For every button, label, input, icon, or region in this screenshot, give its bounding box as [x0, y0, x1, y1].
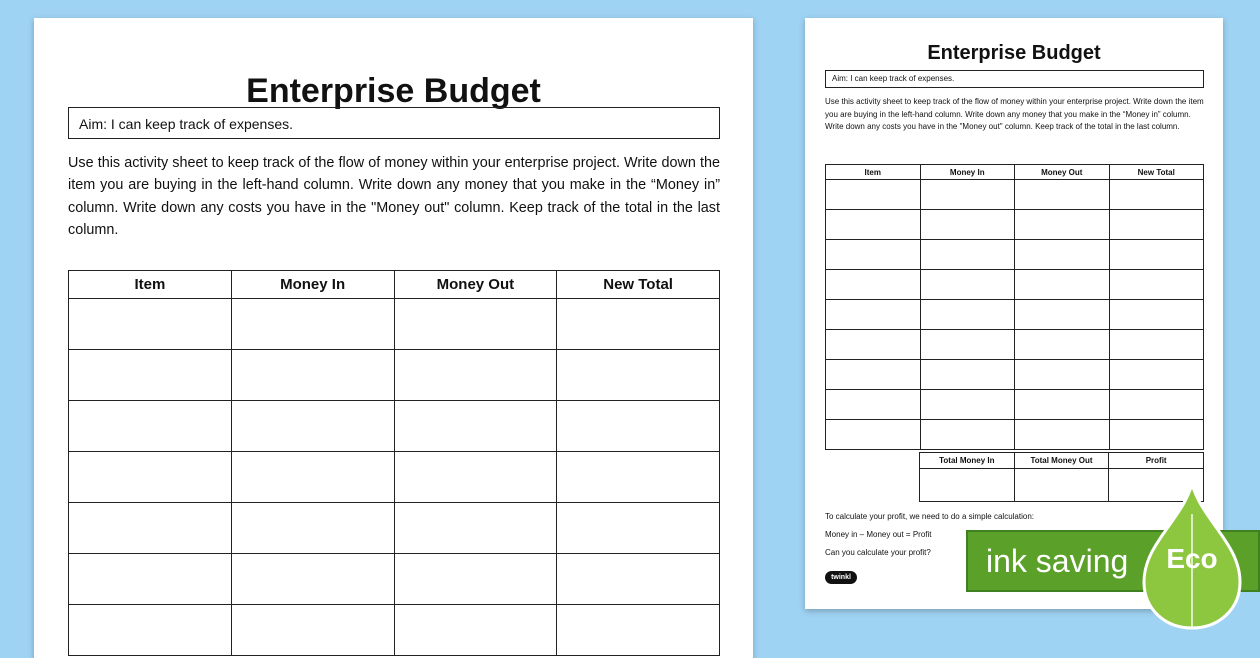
table-cell [394, 350, 557, 401]
preview-budget-table [825, 164, 1204, 450]
table-cell [1015, 240, 1110, 270]
ink-saving-text: ink saving [986, 543, 1129, 579]
table-cell [231, 299, 394, 350]
table-cell [231, 605, 394, 656]
table-cell [69, 299, 232, 350]
table-row [69, 299, 720, 350]
column-header-new-total: New Total [1109, 165, 1204, 180]
table-cell [1109, 420, 1204, 450]
table-cell [1015, 300, 1110, 330]
preview-aim-box: Aim: I can keep track of expenses. [825, 70, 1204, 88]
column-header-money-out: Money Out [1015, 165, 1110, 180]
table-cell [1015, 180, 1110, 210]
aim-box: Aim: I can keep track of expenses. [68, 107, 720, 139]
table-cell [394, 299, 557, 350]
table-cell [231, 554, 394, 605]
table-cell [920, 270, 1015, 300]
table-header-row [69, 271, 720, 299]
preview-instructions-text: Use this activity sheet to keep track of the flow of money within your enterprise project. Write down the item you are buying in the left-hand column. Write down any money that you make in the “Money in” column. Write down any costs you have in the "Money out" column. Keep track of the total in the last column. [825, 97, 1204, 132]
calculation-formula: Money in – Money out = Profit [825, 530, 932, 539]
column-header-money-in: Money In [231, 271, 394, 299]
page-title: Enterprise Budget [246, 72, 541, 110]
table-cell [1109, 270, 1204, 300]
table-cell [1109, 300, 1204, 330]
preview-title: Enterprise Budget [927, 42, 1101, 64]
table-row [69, 452, 720, 503]
table-cell [1015, 330, 1110, 360]
table-cell [920, 390, 1015, 420]
table-cell [920, 420, 1015, 450]
column-header-item: Item [826, 165, 921, 180]
table-cell [231, 452, 394, 503]
table-cell [557, 401, 720, 452]
twinkl-logo: twinkl [825, 571, 857, 584]
table-cell [826, 420, 921, 450]
table-cell [231, 503, 394, 554]
table-cell [69, 401, 232, 452]
column-header-profit: Profit [1109, 453, 1204, 469]
table-cell [1109, 210, 1204, 240]
table-cell [826, 390, 921, 420]
eco-ink-saving-badge [966, 482, 1260, 630]
table-cell [557, 452, 720, 503]
eco-label: Eco [1166, 543, 1218, 574]
table-cell [557, 299, 720, 350]
table-cell [69, 554, 232, 605]
table-cell [920, 300, 1015, 330]
table-cell [557, 605, 720, 656]
instructions-text: Use this activity sheet to keep track of the flow of money within your enterprise project. Write down the item you are buying in the left-hand column. Write down any money that you make in the “Money in” column. Write down any costs you have in the "Money out" column. Keep track of the total in the last column. [68, 155, 720, 238]
table-cell [557, 350, 720, 401]
table-cell [557, 503, 720, 554]
table-cell [826, 210, 921, 240]
table-row [826, 240, 1204, 270]
worksheet-page-large [34, 18, 753, 658]
table-cell [1109, 390, 1204, 420]
table-row [69, 401, 720, 452]
table-cell [826, 270, 921, 300]
table-cell [1109, 330, 1204, 360]
table-cell [1109, 240, 1204, 270]
table-cell [920, 330, 1015, 360]
table-cell [1109, 180, 1204, 210]
table-cell [826, 330, 921, 360]
table-cell [920, 240, 1015, 270]
table-cell [394, 452, 557, 503]
table-cell [826, 240, 921, 270]
table-cell [1015, 210, 1110, 240]
budget-table [68, 270, 720, 656]
table-row [826, 360, 1204, 390]
table-cell [69, 605, 232, 656]
table-cell [920, 360, 1015, 390]
calculation-question: Can you calculate your profit? [825, 548, 931, 557]
table-cell [1015, 390, 1110, 420]
table-cell [1015, 270, 1110, 300]
table-row [826, 210, 1204, 240]
table-cell [920, 180, 1015, 210]
table-row [826, 180, 1204, 210]
column-header-money-in: Money In [920, 165, 1015, 180]
column-header-money-out: Money Out [394, 271, 557, 299]
table-row [826, 300, 1204, 330]
column-header-item: Item [69, 271, 232, 299]
table-cell [231, 401, 394, 452]
table-row [826, 330, 1204, 360]
table-row [69, 554, 720, 605]
totals-header-row [920, 453, 1204, 469]
column-header-total-money-out: Total Money Out [1014, 453, 1109, 469]
table-cell [1015, 360, 1110, 390]
table-row [69, 350, 720, 401]
table-row [69, 605, 720, 656]
table-row [826, 420, 1204, 450]
calculation-intro: To calculate your profit, we need to do a simple calculation: [825, 512, 1035, 521]
column-header-total-money-in: Total Money In [920, 453, 1015, 469]
table-cell [69, 452, 232, 503]
table-cell [394, 605, 557, 656]
table-cell [920, 210, 1015, 240]
table-row [826, 270, 1204, 300]
table-cell [69, 350, 232, 401]
table-cell [826, 180, 921, 210]
column-header-new-total: New Total [557, 271, 720, 299]
table-header-row [826, 165, 1204, 180]
table-row [826, 390, 1204, 420]
table-cell [394, 554, 557, 605]
table-cell [394, 401, 557, 452]
table-cell [1109, 360, 1204, 390]
table-cell [69, 503, 232, 554]
table-row [69, 503, 720, 554]
table-cell [826, 300, 921, 330]
table-cell [231, 350, 394, 401]
table-cell [1015, 420, 1110, 450]
table-cell [557, 554, 720, 605]
table-cell [394, 503, 557, 554]
table-cell [826, 360, 921, 390]
